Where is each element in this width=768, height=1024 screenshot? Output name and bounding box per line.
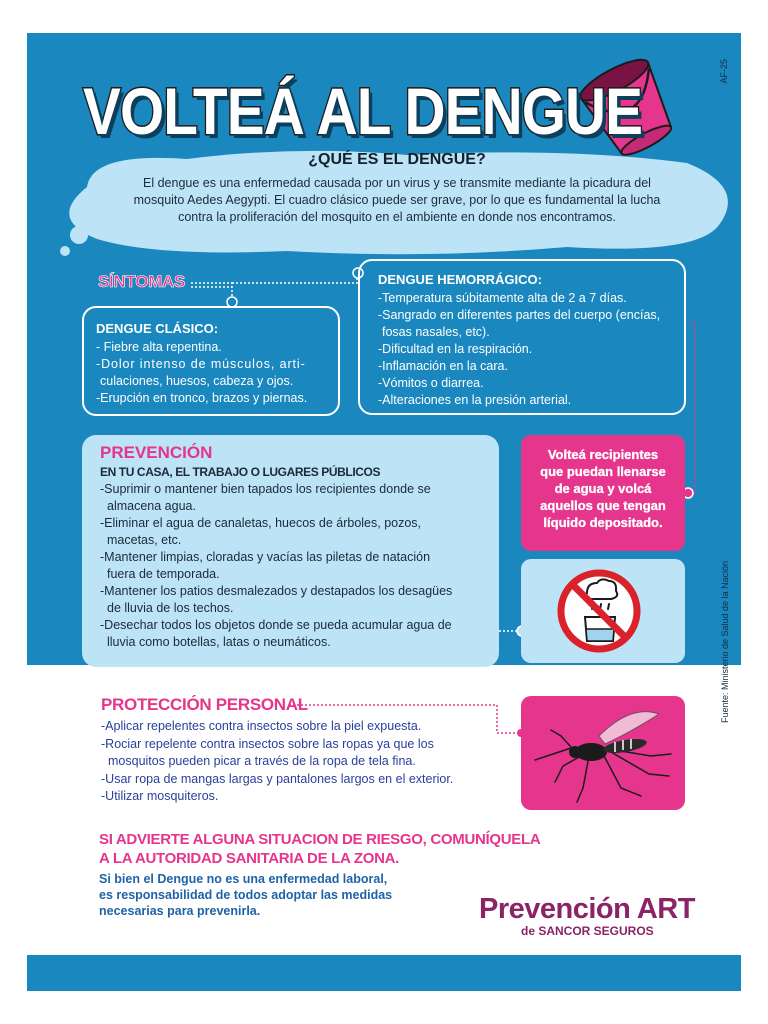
symptom-item: -Vómitos o diarrea. <box>378 376 484 390</box>
poster <box>27 33 741 991</box>
prevention-item: de lluvia de los techos. <box>107 601 234 615</box>
alert-sub-line: necesarias para prevenirla. <box>99 904 261 918</box>
symptom-item: -Erupción en tronco, brazos y piernas. <box>96 391 308 405</box>
callout-line: que puedan llenarse <box>540 464 666 479</box>
symptom-item: fosas nasales, etc). <box>382 325 490 339</box>
alert-line: A LA AUTORIDAD SANITARIA DE LA ZONA. <box>99 850 400 867</box>
mosquito-icon <box>521 696 685 810</box>
logo-name: Prevención ART <box>479 893 695 925</box>
prevention-item: fuera de temporada. <box>107 567 220 581</box>
intro-line: El dengue es una enfermedad causada por un virus y se transmite mediante la picadura del <box>143 176 651 190</box>
page-title: VOLTEÁ AL DENGUE <box>83 74 643 148</box>
intro-question: ¿QUÉ ES EL DENGUE? <box>308 151 486 168</box>
dengue-hemorragico-title: DENGUE HEMORRÁGICO: <box>378 272 542 287</box>
symptom-item: -Inflamación en la cara. <box>378 359 508 373</box>
proteccion-heading: PROTECCIÓN PERSONAL <box>101 695 308 714</box>
intro-line: mosquito Aedes Aegypti. El cuadro clásico puede ser grave, por lo que es fundamental la lucha <box>133 193 661 207</box>
callout-line: de agua y volcá <box>554 481 652 496</box>
alert-sub-line: Si bien el Dengue no es una enfermedad laboral, <box>99 872 388 886</box>
prevention-item: -Mantener limpias, cloradas y vacías las piletas de natación <box>100 550 431 564</box>
prevention-item: lluvia como botellas, latas o neumáticos. <box>107 635 331 649</box>
no-standing-water-icon <box>521 559 685 663</box>
protection-item: -Rociar repelente contra insectos sobre las ropas ya que los <box>101 736 434 751</box>
dengue-clasico-box <box>82 306 340 416</box>
alert-subtext <box>99 871 439 919</box>
sintomas-heading: SÍNTOMAS <box>98 272 186 291</box>
symptom-item: -Dolor intenso de músculos, arti- <box>96 357 306 371</box>
symptom-item: -Alteraciones en la presión arterial. <box>378 393 572 407</box>
prevencion-box <box>82 435 499 667</box>
intro-text <box>87 151 707 226</box>
prevencion-heading: PREVENCIÓN <box>100 443 213 462</box>
symptom-item: culaciones, huesos, cabeza y ojos. <box>100 374 294 388</box>
prevention-item: almacena agua. <box>107 499 196 513</box>
prevencion-art-logo <box>479 893 695 938</box>
dengue-clasico-title: DENGUE CLÁSICO: <box>96 321 219 336</box>
callout-line: líquido depositado. <box>543 515 663 530</box>
callout-line: Volteá recipientes <box>547 447 659 462</box>
document-code: AF-25 <box>719 59 729 84</box>
protection-item: -Aplicar repelentes contra insectos sobre la piel expuesta. <box>101 719 422 733</box>
symptom-item: -Dificultad en la respiración. <box>378 342 533 356</box>
prevention-item: -Eliminar el agua de canaletas, huecos de árboles, pozos, <box>100 516 422 530</box>
protection-item: mosquitos pueden picar a través de la ropa de tela fina. <box>108 754 416 768</box>
no-standing-water-box <box>521 559 685 663</box>
logo-sub: de SANCOR SEGUROS <box>521 924 654 938</box>
proteccion-list <box>101 718 501 806</box>
intro-line: contra la proliferación del mosquito en el ambiente en donde nos encontramos. <box>178 210 616 224</box>
protection-item: -Usar ropa de mangas largas y pantalones largos en el exterior. <box>101 771 454 786</box>
dengue-hemorragico-box <box>358 259 686 415</box>
alert-heading <box>99 830 540 868</box>
prevention-item: -Suprimir o mantener bien tapados los recipientes donde se <box>100 482 431 496</box>
protection-item: -Utilizar mosquiteros. <box>101 789 219 803</box>
prevencion-subheading: EN TU CASA, EL TRABAJO O LUGARES PÚBLICOS <box>100 465 381 479</box>
prevention-item: macetas, etc. <box>107 533 182 547</box>
mosquito-box <box>521 696 685 810</box>
alert-line: SI ADVIERTE ALGUNA SITUACION DE RIESGO, COMUNÍQUELA <box>99 831 541 848</box>
callout-line: aquellos que tengan <box>540 498 666 513</box>
alert-sub-line: es responsabilidad de todos adoptar las medidas <box>99 888 393 902</box>
voltea-callout <box>521 435 685 551</box>
prevention-item: -Desechar todos los objetos donde se pueda acumular agua de <box>100 618 452 632</box>
symptom-item: - Fiebre alta repentina. <box>96 340 222 354</box>
bottom-band <box>27 955 741 991</box>
source-note: Fuente: Ministerio de Salud de la Nación <box>720 560 730 723</box>
prevention-item: -Mantener los patios desmalezados y destapados los desagües <box>100 584 453 598</box>
symptom-item: -Temperatura súbitamente alta de 2 a 7 días. <box>378 291 627 305</box>
symptom-item: -Sangrado en diferentes partes del cuerpo (encías, <box>378 308 661 322</box>
